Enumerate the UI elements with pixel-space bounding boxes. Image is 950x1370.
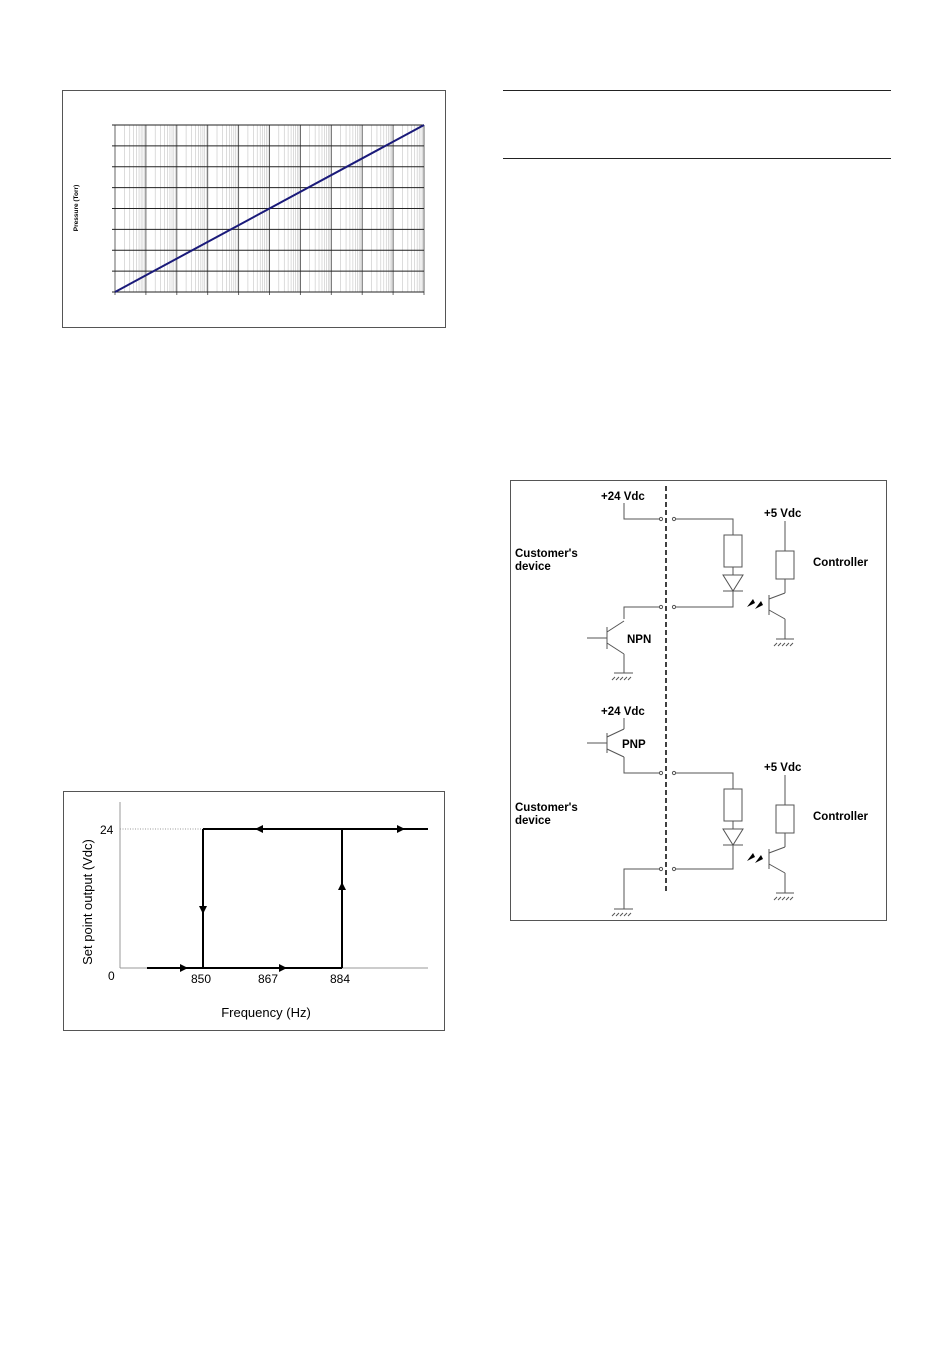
x-tick-850: 850 xyxy=(191,972,212,986)
pressure-chart-ylabel: Pressure (Torr) xyxy=(73,184,80,232)
pnp-customer-line1: Customer's xyxy=(515,802,578,814)
npn-light-arrows xyxy=(747,599,763,609)
arrow-left-high xyxy=(255,825,263,833)
pnp-transistor-label: PNP xyxy=(622,739,646,751)
pnp-supply-24: +24 Vdc xyxy=(601,706,645,718)
x-tick-867: 867 xyxy=(258,972,279,986)
top-rule xyxy=(503,90,891,91)
arrow-down xyxy=(199,906,207,914)
circuit-diagram xyxy=(511,481,888,922)
hysteresis-loop xyxy=(147,829,428,968)
arrow-up xyxy=(338,882,346,890)
pressure-chart xyxy=(63,91,447,329)
npn-wiring xyxy=(587,503,794,680)
pnp-controller: Controller xyxy=(813,811,868,823)
pressure-chart-frame xyxy=(62,90,446,328)
npn-transistor-label: NPN xyxy=(627,634,652,646)
bottom-rule xyxy=(503,158,891,159)
pnp-supply-5: +5 Vdc xyxy=(764,762,802,774)
npn-supply-24: +24 Vdc xyxy=(601,491,645,503)
npn-controller: Controller xyxy=(813,557,868,569)
pnp-wiring xyxy=(587,718,794,916)
npn-customer-line1: Customer's xyxy=(515,548,578,560)
x-tick-884: 884 xyxy=(330,972,351,986)
npn-customer-line2: device xyxy=(515,561,551,573)
y-tick-0: 0 xyxy=(108,969,115,983)
pnp-light-arrows xyxy=(747,853,763,863)
arrow-right-low-1 xyxy=(180,964,188,972)
setpoint-chart xyxy=(64,792,446,1032)
pnp-customer-line2: device xyxy=(515,815,551,827)
circuit-diagram-frame xyxy=(510,480,887,921)
setpoint-xlabel: Frequency (Hz) xyxy=(221,1005,311,1020)
hysteresis-arrows xyxy=(180,825,405,972)
arrow-right-low-2 xyxy=(279,964,287,972)
setpoint-ylabel: Set point output (Vdc) xyxy=(80,839,95,965)
y-tick-24: 24 xyxy=(100,823,114,837)
arrow-right-high xyxy=(397,825,405,833)
setpoint-chart-frame xyxy=(63,791,445,1031)
npn-supply-5: +5 Vdc xyxy=(764,508,802,520)
